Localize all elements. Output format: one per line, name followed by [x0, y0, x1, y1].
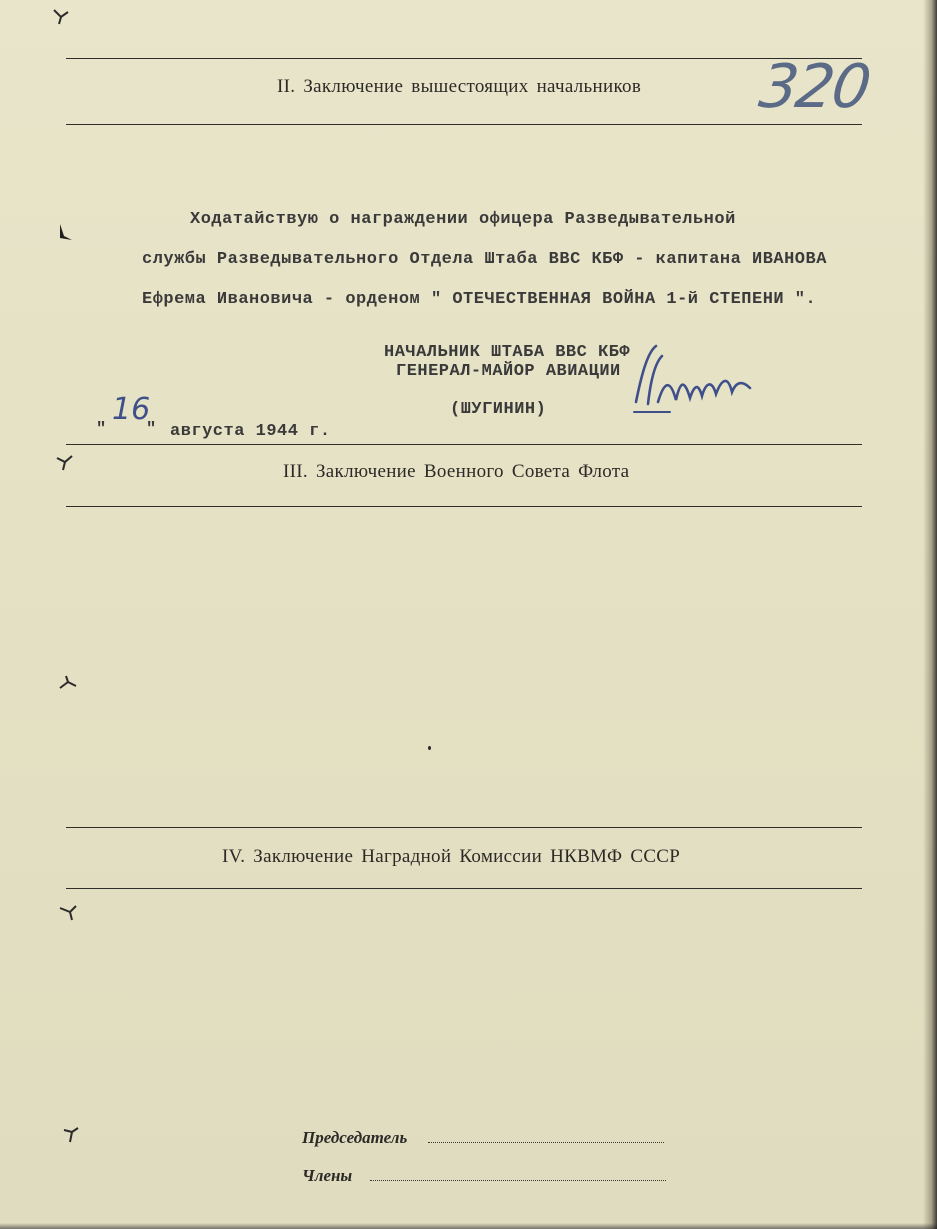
members-label: Члены: [302, 1166, 353, 1185]
signer-title-1: НАЧАЛЬНИК ШТАБА ВВС КБФ: [384, 343, 631, 362]
members-signature-line: [370, 1180, 666, 1181]
section3-top-rule: [66, 444, 862, 445]
binding-hole-icon: [56, 674, 78, 696]
archive-number: 320: [755, 52, 874, 122]
binding-hole-icon: [50, 6, 72, 28]
section4-heading: IV. Заключение Наградной Комиссии НКВМФ СССР: [222, 846, 681, 867]
date-close-quote: ": [146, 420, 157, 439]
section3-heading: III. Заключение Военного Совета Флота: [283, 461, 630, 482]
binding-hole-icon: [58, 902, 80, 924]
signature-mark: [618, 342, 778, 422]
date-open-quote: ": [96, 420, 107, 439]
section3-bottom-rule: [66, 506, 862, 507]
date-rest: августа 1944 г.: [170, 422, 331, 441]
signer-name: (ШУГИНИН): [450, 400, 547, 419]
signer-title-2: ГЕНЕРАЛ-МАЙОР АВИАЦИИ: [396, 362, 621, 381]
page-bottom-shadow: [0, 1223, 937, 1229]
binding-hole-icon: [54, 222, 76, 244]
binding-hole-icon: [54, 452, 76, 474]
section4-top-rule: [66, 827, 862, 828]
petition-line-3: Ефрема Ивановича - орденом " ОТЕЧЕСТВЕННАЯ ВОЙНА 1-й СТЕПЕНИ ".: [142, 290, 817, 309]
page-edge-shadow: [923, 0, 937, 1229]
date-day: 16: [112, 392, 151, 427]
ink-dot: [428, 746, 431, 750]
chairman-signature-line: [428, 1142, 664, 1143]
section2-bottom-rule: [66, 124, 862, 125]
petition-line-1: Ходатайствую о награждении офицера Разведывательной: [190, 210, 736, 229]
petition-line-2: службы Разведывательного Отдела Штаба ВВС КБФ - капитана ИВАНОВА: [142, 250, 827, 269]
section2-heading: II. Заключение вышестоящих начальников: [277, 76, 642, 97]
section2-top-rule: [66, 58, 862, 59]
chairman-label: Председатель: [302, 1128, 408, 1147]
binding-hole-icon: [60, 1124, 82, 1146]
section4-bottom-rule: [66, 888, 862, 889]
